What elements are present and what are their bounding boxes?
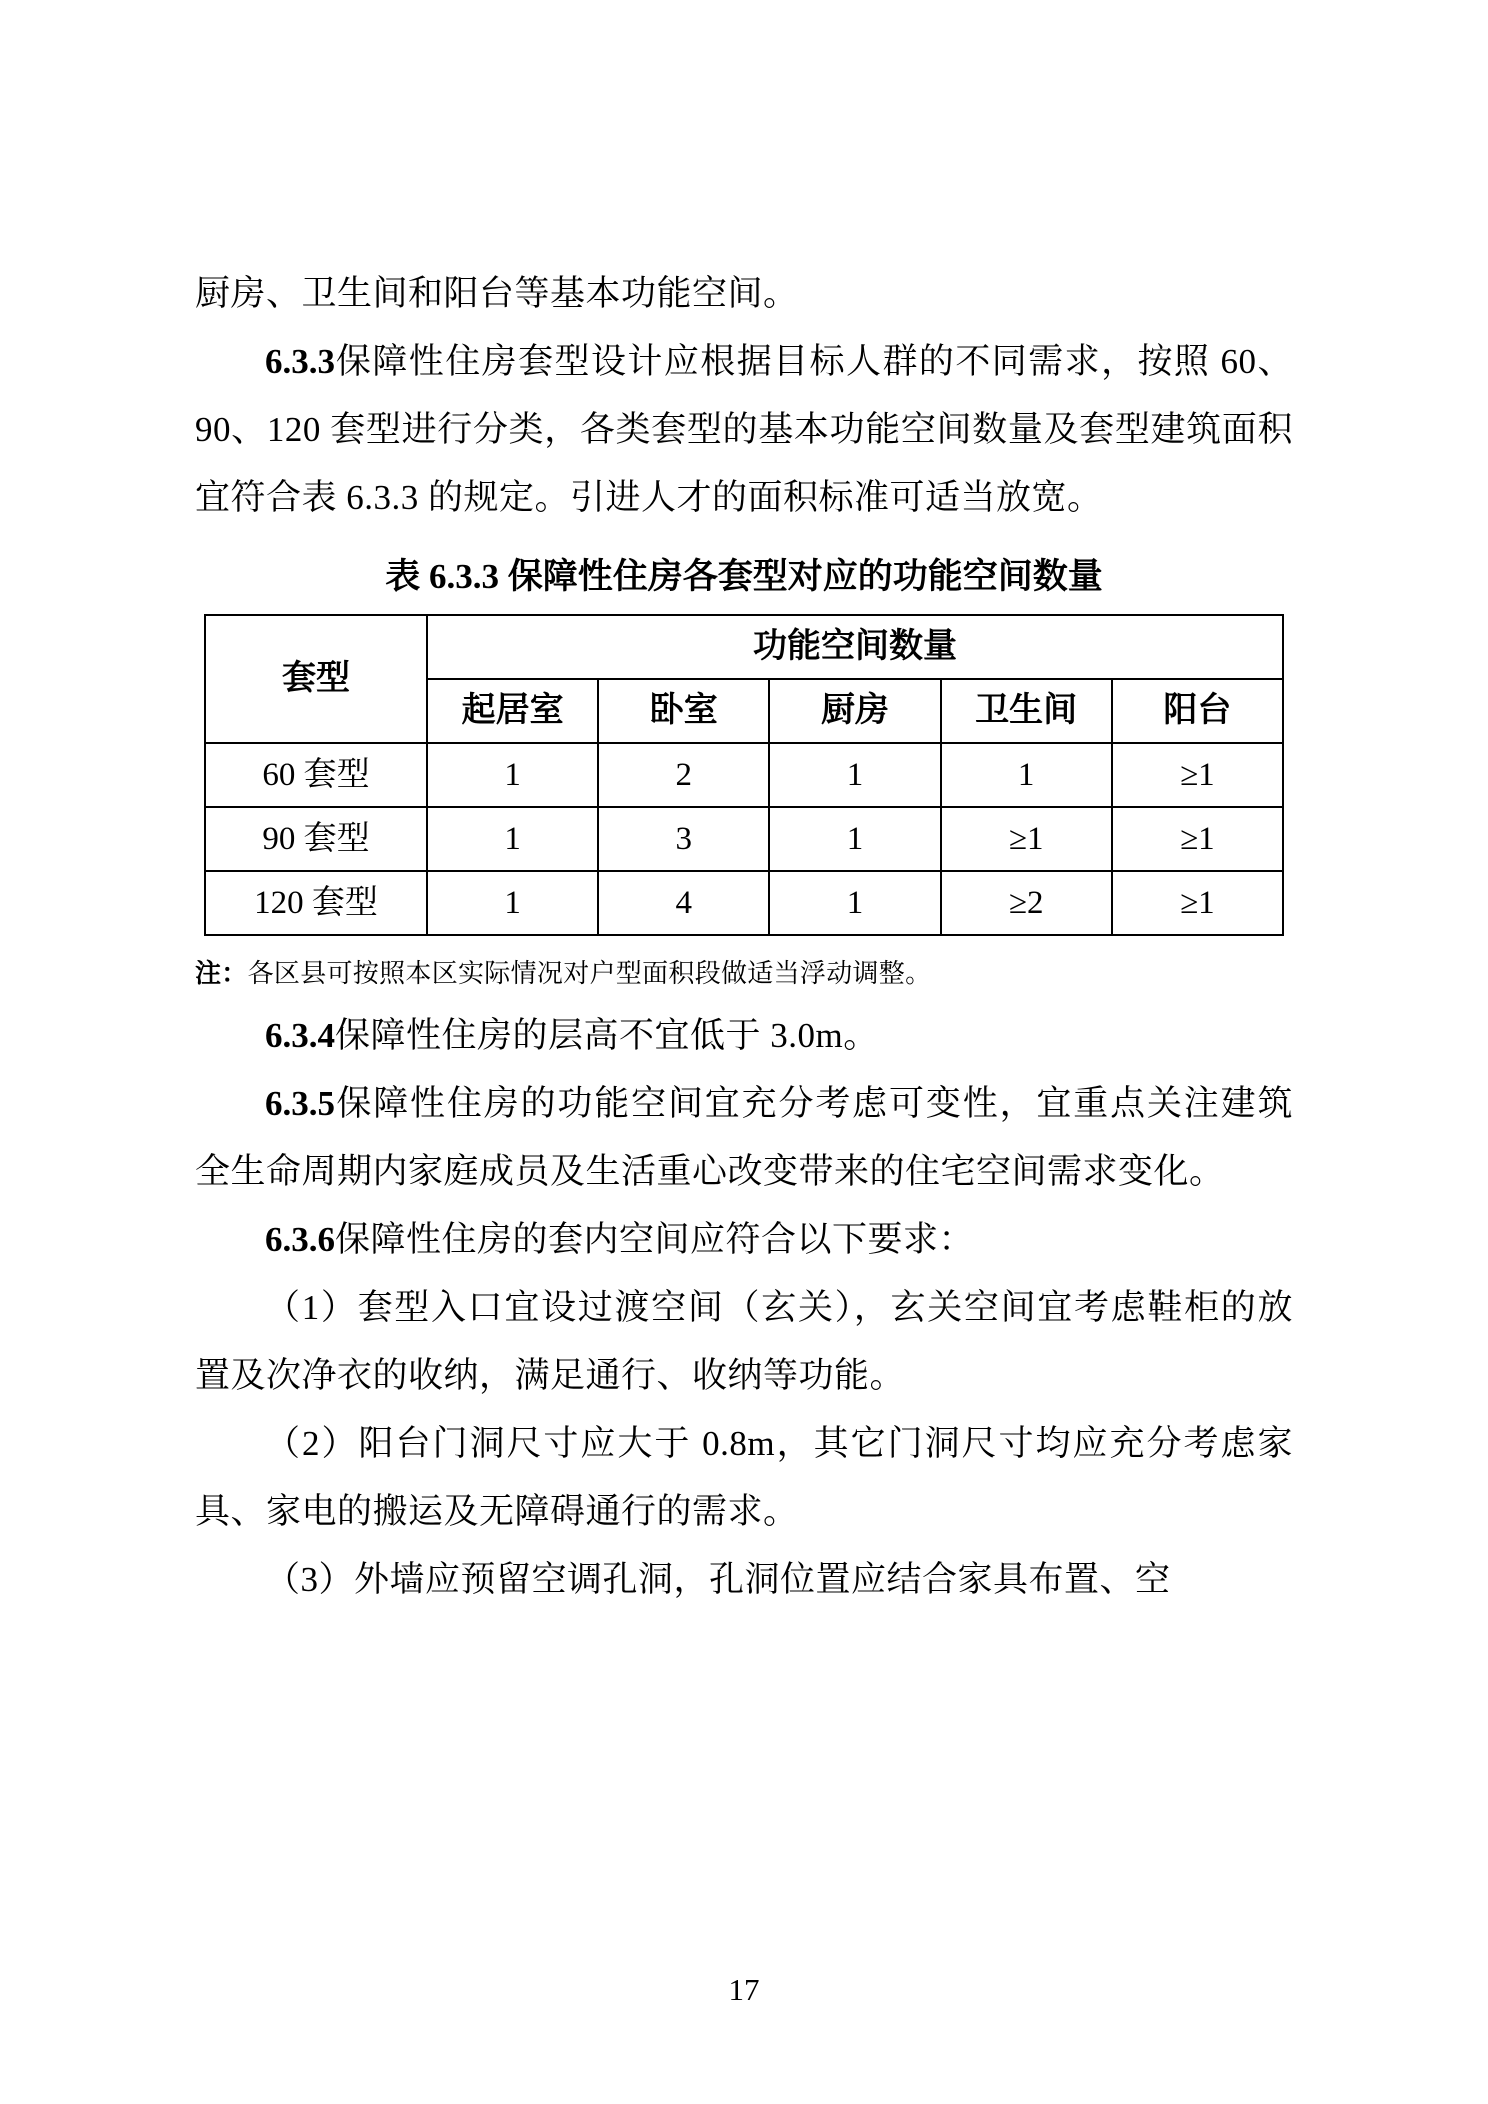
table-header-balcony: 阳台 <box>1112 679 1283 743</box>
table-title: 表 6.3.3 保障性住房各套型对应的功能空间数量 <box>385 557 1103 596</box>
paragraph-item-3: （3）外墙应预留空调孔洞，孔洞位置应结合家具布置、空 <box>265 1560 1171 1599</box>
paragraph-6-3-5 <box>195 1070 1293 1206</box>
table-row <box>205 871 1283 935</box>
table-cell-value: ≥1 <box>941 807 1112 871</box>
paragraph-intro: 厨房、卫生间和阳台等基本功能空间。 <box>195 274 799 313</box>
functional-space-table <box>204 614 1284 936</box>
table-cell-value: 4 <box>598 871 769 935</box>
table-cell-value: 1 <box>427 743 598 807</box>
clause-number-6-3-5: 6.3.5 <box>265 1084 335 1123</box>
table-cell-value: 2 <box>598 743 769 807</box>
paragraph-6-3-3 <box>195 328 1293 532</box>
table-cell-value: 3 <box>598 807 769 871</box>
table-header-bedroom: 卧室 <box>598 679 769 743</box>
table-cell-value: 1 <box>769 743 940 807</box>
table-cell-value: ≥2 <box>941 871 1112 935</box>
table-header-living-room: 起居室 <box>427 679 598 743</box>
table-cell-value: ≥1 <box>1112 743 1283 807</box>
table-header-row-1 <box>205 615 1283 679</box>
table-cell-value: ≥1 <box>1112 807 1283 871</box>
table-header-bathroom: 卫生间 <box>941 679 1112 743</box>
table-cell-value: 1 <box>769 807 940 871</box>
clause-text-6-3-4: 保障性住房的层高不宜低于 3.0m。 <box>335 1016 879 1055</box>
table-header-kitchen: 厨房 <box>769 679 940 743</box>
table-cell-type: 120 套型 <box>205 871 427 935</box>
clause-number-6-3-6: 6.3.6 <box>265 1220 335 1259</box>
table-header-type: 套型 <box>205 615 427 743</box>
clause-text-6-3-5: 保障性住房的功能空间宜充分考虑可变性，宜重点关注建筑全生命周期内家庭成员及生活重心改变带来的住宅空间需求变化。 <box>195 1084 1293 1191</box>
clause-text-6-3-3: 保障性住房套型设计应根据目标人群的不同需求，按照 60、90、120 套型进行分类，各类套型的基本功能空间数量及套型建筑面积宜符合表 6.3.3 的规定。引进人才的面积标准可适当放宽。 <box>195 342 1293 517</box>
page-number: 17 <box>728 1972 760 2007</box>
table-cell-value: 1 <box>427 871 598 935</box>
table-cell-type: 60 套型 <box>205 743 427 807</box>
table-note-label: 注： <box>195 959 248 988</box>
table-header-group: 功能空间数量 <box>427 615 1283 679</box>
table-row <box>205 807 1283 871</box>
clause-number-6-3-3: 6.3.3 <box>265 342 335 381</box>
table-cell-type: 90 套型 <box>205 807 427 871</box>
table-cell-value: 1 <box>941 743 1112 807</box>
paragraph-6-3-4 <box>195 1002 1293 1070</box>
paragraph-6-3-6 <box>195 1206 1293 1274</box>
table-row <box>205 743 1283 807</box>
paragraph-item-2: （2）阳台门洞尺寸应大于 0.8m，其它门洞尺寸均应充分考虑家具、家电的搬运及无障碍通行的需求。 <box>195 1424 1293 1531</box>
table-cell-value: 1 <box>769 871 940 935</box>
table-note-text: 各区县可按照本区实际情况对户型面积段做适当浮动调整。 <box>247 959 932 988</box>
clause-number-6-3-4: 6.3.4 <box>265 1016 335 1055</box>
table-note <box>195 946 1293 1002</box>
table-cell-value: 1 <box>427 807 598 871</box>
clause-text-6-3-6: 保障性住房的套内空间应符合以下要求： <box>335 1220 975 1259</box>
paragraph-item-1: （1）套型入口宜设过渡空间（玄关），玄关空间宜考虑鞋柜的放置及次净衣的收纳，满足通行、收纳等功能。 <box>195 1288 1293 1395</box>
table-cell-value: ≥1 <box>1112 871 1283 935</box>
